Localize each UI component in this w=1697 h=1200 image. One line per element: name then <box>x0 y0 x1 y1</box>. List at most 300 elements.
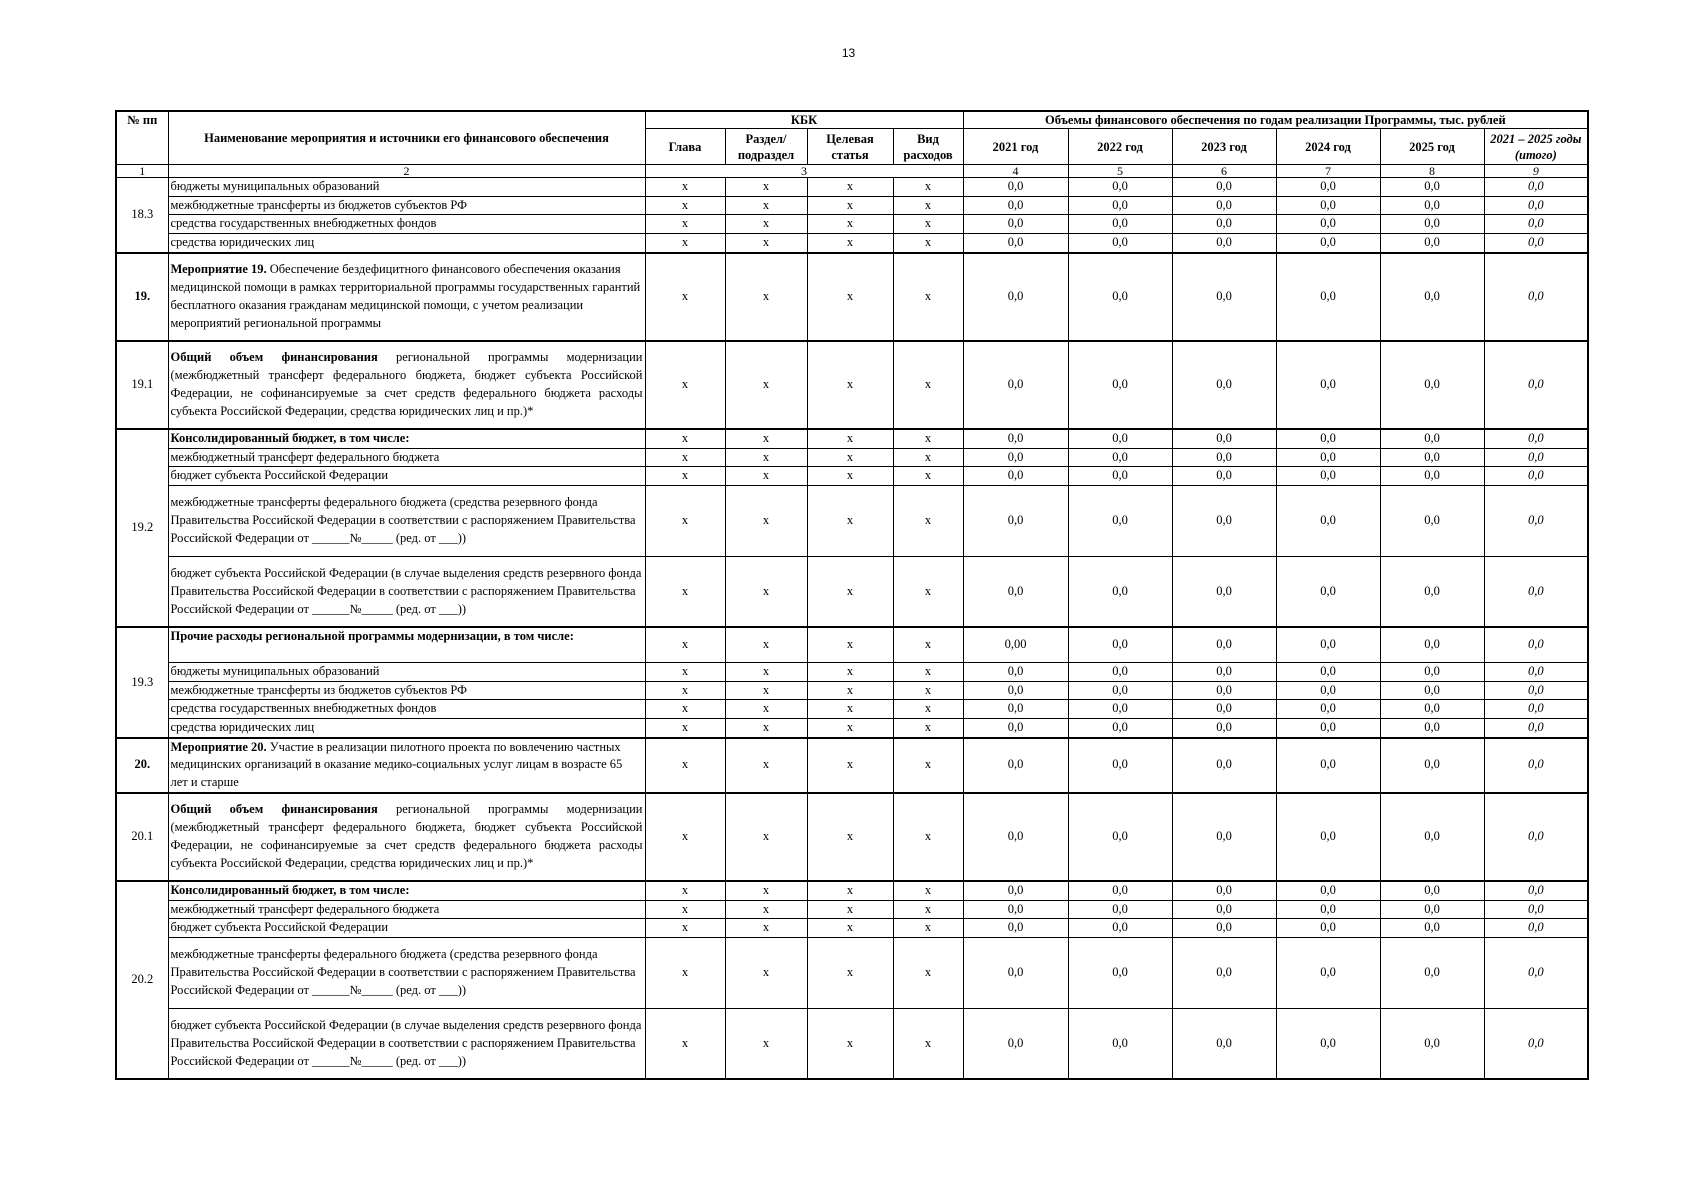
value-year-cell: 0,0 <box>963 215 1068 234</box>
value-year-cell: 0,0 <box>1172 662 1276 681</box>
value-total-cell: 0,0 <box>1484 178 1588 197</box>
table-row <box>116 627 1588 662</box>
header-year-2025: 2025 год <box>1380 129 1484 165</box>
kbk-cell: х <box>645 429 725 448</box>
kbk-cell: х <box>893 196 963 215</box>
value-year-cell: 0,0 <box>1172 793 1276 881</box>
col-number: 7 <box>1276 165 1380 178</box>
value-year-cell: 0,0 <box>963 719 1068 738</box>
kbk-cell: х <box>725 178 807 197</box>
value-year-cell: 0,0 <box>963 881 1068 900</box>
value-year-cell: 0,0 <box>1068 215 1172 234</box>
header-year-2024: 2024 год <box>1276 129 1380 165</box>
kbk-cell: х <box>645 234 725 253</box>
value-year-cell: 0,0 <box>1068 919 1172 938</box>
table-row <box>116 234 1588 253</box>
row-name: межбюджетный трансферт федерального бюджета <box>168 448 645 467</box>
value-year-cell: 0,0 <box>1276 900 1380 919</box>
row-name: бюджет субъекта Российской Федерации (в случае выделения средств резервного фонда Правительства Российской Федерации в соответствии с распоряжением Правительства Российской Федерации от ______№_____ (ред. от ___)) <box>168 1008 645 1079</box>
row-name: межбюджетные трансферты федерального бюджета (средства резервного фонда Правительства Российской Федерации в соответствии с распоряжением Правительства Российской Федерации от ______№_____ (ред. от ___)) <box>168 485 645 556</box>
kbk-cell: х <box>893 919 963 938</box>
value-year-cell: 0,0 <box>963 234 1068 253</box>
kbk-cell: х <box>893 485 963 556</box>
row-name: бюджеты муниципальных образований <box>168 662 645 681</box>
value-year-cell: 0,0 <box>1172 719 1276 738</box>
kbk-cell: х <box>893 448 963 467</box>
kbk-cell: х <box>645 700 725 719</box>
value-year-cell: 0,0 <box>1172 937 1276 1008</box>
col-number: 6 <box>1172 165 1276 178</box>
kbk-cell: х <box>645 485 725 556</box>
value-year-cell: 0,0 <box>1068 937 1172 1008</box>
kbk-cell: х <box>893 556 963 627</box>
kbk-cell: х <box>725 937 807 1008</box>
value-year-cell: 0,0 <box>963 738 1068 793</box>
value-year-cell: 0,0 <box>1380 919 1484 938</box>
kbk-cell: х <box>807 485 893 556</box>
kbk-cell: х <box>893 937 963 1008</box>
kbk-cell: х <box>807 215 893 234</box>
kbk-cell: х <box>893 662 963 681</box>
table-row <box>116 341 1588 429</box>
kbk-cell: х <box>893 900 963 919</box>
value-year-cell: 0,0 <box>1276 937 1380 1008</box>
value-year-cell: 0,0 <box>1276 429 1380 448</box>
kbk-cell: х <box>725 738 807 793</box>
row-name: средства юридических лиц <box>168 719 645 738</box>
value-total-cell: 0,0 <box>1484 196 1588 215</box>
value-year-cell: 0,0 <box>1380 234 1484 253</box>
value-year-cell: 0,0 <box>963 1008 1068 1079</box>
value-year-cell: 0,0 <box>963 556 1068 627</box>
row-name: средства государственных внебюджетных фондов <box>168 700 645 719</box>
kbk-cell: х <box>807 627 893 662</box>
kbk-cell: х <box>807 234 893 253</box>
table-row <box>116 448 1588 467</box>
value-year-cell: 0,0 <box>1380 341 1484 429</box>
kbk-cell: х <box>645 196 725 215</box>
value-year-cell: 0,0 <box>963 662 1068 681</box>
value-year-cell: 0,0 <box>963 700 1068 719</box>
col-number: 5 <box>1068 165 1172 178</box>
row-name: бюджеты муниципальных образований <box>168 178 645 197</box>
value-year-cell: 0,0 <box>1068 738 1172 793</box>
value-year-cell: 0,0 <box>1068 485 1172 556</box>
value-year-cell: 0,0 <box>1380 719 1484 738</box>
kbk-cell: х <box>893 467 963 486</box>
value-year-cell: 0,0 <box>1276 719 1380 738</box>
kbk-cell: х <box>725 793 807 881</box>
table-row <box>116 719 1588 738</box>
value-year-cell: 0,0 <box>1276 178 1380 197</box>
value-total-cell: 0,0 <box>1484 700 1588 719</box>
value-year-cell: 0,0 <box>1068 881 1172 900</box>
row-name: Консолидированный бюджет, в том числе: <box>168 429 645 448</box>
header-name: Наименование мероприятия и источники его финансового обеспечения <box>168 111 645 165</box>
kbk-cell: х <box>725 341 807 429</box>
value-year-cell: 0,0 <box>1276 234 1380 253</box>
table-row <box>116 1008 1588 1079</box>
kbk-cell: х <box>645 738 725 793</box>
value-year-cell: 0,0 <box>1380 485 1484 556</box>
value-year-cell: 0,0 <box>1380 467 1484 486</box>
col-number: 3 <box>645 165 963 178</box>
value-year-cell: 0,0 <box>1380 900 1484 919</box>
value-year-cell: 0,0 <box>1068 196 1172 215</box>
kbk-cell: х <box>807 738 893 793</box>
kbk-cell: х <box>645 341 725 429</box>
kbk-cell: х <box>725 719 807 738</box>
row-number: 19.2 <box>116 429 168 628</box>
table-row <box>116 900 1588 919</box>
kbk-cell: х <box>725 681 807 700</box>
header-row-1 <box>116 111 1588 129</box>
value-year-cell: 0,0 <box>1172 448 1276 467</box>
kbk-cell: х <box>893 627 963 662</box>
value-year-cell: 0,0 <box>1276 919 1380 938</box>
value-total-cell: 0,0 <box>1484 662 1588 681</box>
kbk-cell: х <box>645 448 725 467</box>
value-year-cell: 0,0 <box>1380 662 1484 681</box>
kbk-cell: х <box>645 556 725 627</box>
kbk-cell: х <box>725 429 807 448</box>
header-volumes: Объемы финансового обеспечения по годам реализации Программы, тыс. рублей <box>963 111 1588 129</box>
value-year-cell: 0,0 <box>1172 681 1276 700</box>
page-number: 13 <box>841 46 856 60</box>
row-name: бюджет субъекта Российской Федерации <box>168 919 645 938</box>
col-number: 9 <box>1484 165 1588 178</box>
value-year-cell: 0,0 <box>1068 253 1172 341</box>
kbk-cell: х <box>807 937 893 1008</box>
value-year-cell: 0,0 <box>1068 662 1172 681</box>
kbk-cell: х <box>807 556 893 627</box>
value-year-cell: 0,0 <box>963 429 1068 448</box>
value-year-cell: 0,0 <box>1380 738 1484 793</box>
kbk-cell: х <box>645 937 725 1008</box>
value-year-cell: 0,0 <box>963 253 1068 341</box>
header-year-2022: 2022 год <box>1068 129 1172 165</box>
value-year-cell: 0,0 <box>1380 700 1484 719</box>
value-total-cell: 0,0 <box>1484 627 1588 662</box>
value-year-cell: 0,0 <box>1276 662 1380 681</box>
value-year-cell: 0,0 <box>1172 556 1276 627</box>
value-year-cell: 0,0 <box>1068 178 1172 197</box>
kbk-cell: х <box>725 700 807 719</box>
value-total-cell: 0,0 <box>1484 341 1588 429</box>
value-total-cell: 0,0 <box>1484 681 1588 700</box>
kbk-cell: х <box>645 253 725 341</box>
kbk-cell: х <box>645 662 725 681</box>
value-total-cell: 0,0 <box>1484 793 1588 881</box>
kbk-cell: х <box>725 215 807 234</box>
header-year-2023: 2023 год <box>1172 129 1276 165</box>
kbk-cell: х <box>893 429 963 448</box>
row-name: межбюджетные трансферты из бюджетов субъектов РФ <box>168 681 645 700</box>
kbk-cell: х <box>807 793 893 881</box>
value-year-cell: 0,00 <box>963 627 1068 662</box>
kbk-cell: х <box>645 681 725 700</box>
table-row <box>116 919 1588 938</box>
value-year-cell: 0,0 <box>1380 429 1484 448</box>
value-year-cell: 0,0 <box>1172 1008 1276 1079</box>
value-total-cell: 0,0 <box>1484 448 1588 467</box>
kbk-cell: х <box>893 253 963 341</box>
row-number: 18.3 <box>116 178 168 253</box>
value-total-cell: 0,0 <box>1484 881 1588 900</box>
value-total-cell: 0,0 <box>1484 485 1588 556</box>
row-number: 19.3 <box>116 627 168 737</box>
value-total-cell: 0,0 <box>1484 719 1588 738</box>
value-year-cell: 0,0 <box>1380 937 1484 1008</box>
value-total-cell: 0,0 <box>1484 1008 1588 1079</box>
kbk-cell: х <box>725 881 807 900</box>
value-year-cell: 0,0 <box>1380 448 1484 467</box>
column-numbers-row <box>116 165 1588 178</box>
kbk-cell: х <box>725 919 807 938</box>
kbk-cell: х <box>893 738 963 793</box>
value-year-cell: 0,0 <box>1380 556 1484 627</box>
kbk-cell: х <box>807 881 893 900</box>
header-kbk: КБК <box>645 111 963 129</box>
value-year-cell: 0,0 <box>1276 467 1380 486</box>
value-year-cell: 0,0 <box>1068 681 1172 700</box>
value-year-cell: 0,0 <box>1276 253 1380 341</box>
value-total-cell: 0,0 <box>1484 738 1588 793</box>
kbk-cell: х <box>645 215 725 234</box>
row-name: Мероприятие 20. Участие в реализации пилотного проекта по вовлечению частных медицинских организаций в оказание медико-социальных услуг лицам в возрасте 65 лет и старше <box>168 738 645 793</box>
kbk-cell: х <box>725 1008 807 1079</box>
row-number: 20.2 <box>116 881 168 1080</box>
kbk-cell: х <box>807 1008 893 1079</box>
kbk-cell: х <box>807 900 893 919</box>
kbk-cell: х <box>725 556 807 627</box>
value-year-cell: 0,0 <box>1068 467 1172 486</box>
value-year-cell: 0,0 <box>963 341 1068 429</box>
value-total-cell: 0,0 <box>1484 429 1588 448</box>
value-year-cell: 0,0 <box>1172 627 1276 662</box>
table-row <box>116 429 1588 448</box>
kbk-cell: х <box>893 178 963 197</box>
kbk-cell: х <box>893 881 963 900</box>
value-year-cell: 0,0 <box>1380 881 1484 900</box>
financing-table <box>115 110 1589 1080</box>
row-name: Мероприятие 19. Обеспечение бездефицитного финансового обеспечения оказания медицинской помощи в рамках территориальной программы государственных гарантий бесплатного оказания гражданам медицинской помощи, с учетом реализации мероприятий региональной программы <box>168 253 645 341</box>
header-kbk-glava: Глава <box>645 129 725 165</box>
kbk-cell: х <box>645 919 725 938</box>
value-year-cell: 0,0 <box>1380 1008 1484 1079</box>
header-kbk-statya: Целевая статья <box>807 129 893 165</box>
row-name: средства государственных внебюджетных фондов <box>168 215 645 234</box>
kbk-cell: х <box>725 467 807 486</box>
value-total-cell: 0,0 <box>1484 234 1588 253</box>
row-name: Общий объем финансирования региональной программы модернизации (межбюджетный трансферт федерального бюджета, бюджет субъекта Российской Федерации, не софинансируемые за счет средств федерального бюджета расходы субъекта Российской Федерации, средства юридических лиц и пр.)* <box>168 341 645 429</box>
value-year-cell: 0,0 <box>1172 467 1276 486</box>
table-row <box>116 793 1588 881</box>
table-row <box>116 467 1588 486</box>
row-number: 19.1 <box>116 341 168 429</box>
value-year-cell: 0,0 <box>963 196 1068 215</box>
value-total-cell: 0,0 <box>1484 215 1588 234</box>
value-year-cell: 0,0 <box>963 937 1068 1008</box>
row-number: 20.1 <box>116 793 168 881</box>
col-number: 2 <box>168 165 645 178</box>
value-year-cell: 0,0 <box>1068 719 1172 738</box>
header-kbk-vid: Вид расходов <box>893 129 963 165</box>
value-total-cell: 0,0 <box>1484 556 1588 627</box>
value-total-cell: 0,0 <box>1484 900 1588 919</box>
kbk-cell: х <box>725 234 807 253</box>
value-year-cell: 0,0 <box>1172 215 1276 234</box>
value-year-cell: 0,0 <box>1172 429 1276 448</box>
value-year-cell: 0,0 <box>963 467 1068 486</box>
row-name: межбюджетные трансферты из бюджетов субъектов РФ <box>168 196 645 215</box>
header-num: № пп <box>116 111 168 165</box>
value-year-cell: 0,0 <box>1380 681 1484 700</box>
value-year-cell: 0,0 <box>963 900 1068 919</box>
row-name: межбюджетные трансферты федерального бюджета (средства резервного фонда Правительства Российской Федерации в соответствии с распоряжением Правительства Российской Федерации от ______№_____ (ред. от ___)) <box>168 937 645 1008</box>
kbk-cell: х <box>725 627 807 662</box>
table-row <box>116 937 1588 1008</box>
row-name: Прочие расходы региональной программы модернизации, в том числе: <box>168 627 645 662</box>
value-year-cell: 0,0 <box>1068 793 1172 881</box>
kbk-cell: х <box>645 793 725 881</box>
kbk-cell: х <box>807 719 893 738</box>
row-name: Общий объем финансирования региональной программы модернизации (межбюджетный трансферт федерального бюджета, бюджет субъекта Российской Федерации, не софинансируемые за счет средств федерального бюджета расходы субъекта Российской Федерации, средства юридических лиц и пр.)* <box>168 793 645 881</box>
row-name: Консолидированный бюджет, в том числе: <box>168 881 645 900</box>
kbk-cell: х <box>807 681 893 700</box>
row-name: межбюджетный трансферт федерального бюджета <box>168 900 645 919</box>
header-year-2021: 2021 год <box>963 129 1068 165</box>
value-year-cell: 0,0 <box>1380 178 1484 197</box>
kbk-cell: х <box>645 467 725 486</box>
value-year-cell: 0,0 <box>1068 1008 1172 1079</box>
value-year-cell: 0,0 <box>1380 793 1484 881</box>
kbk-cell: х <box>725 900 807 919</box>
col-number: 1 <box>116 165 168 178</box>
value-year-cell: 0,0 <box>1276 341 1380 429</box>
header-kbk-razdel: Раздел/ подраздел <box>725 129 807 165</box>
value-year-cell: 0,0 <box>1380 253 1484 341</box>
value-year-cell: 0,0 <box>963 485 1068 556</box>
table-row <box>116 215 1588 234</box>
kbk-cell: х <box>807 448 893 467</box>
value-year-cell: 0,0 <box>1276 881 1380 900</box>
value-year-cell: 0,0 <box>1276 681 1380 700</box>
col-number: 8 <box>1380 165 1484 178</box>
value-year-cell: 0,0 <box>963 448 1068 467</box>
kbk-cell: х <box>725 485 807 556</box>
value-year-cell: 0,0 <box>1276 793 1380 881</box>
value-year-cell: 0,0 <box>963 793 1068 881</box>
table-row <box>116 485 1588 556</box>
value-year-cell: 0,0 <box>1276 627 1380 662</box>
kbk-cell: х <box>807 196 893 215</box>
value-year-cell: 0,0 <box>1068 627 1172 662</box>
table-row <box>116 881 1588 900</box>
kbk-cell: х <box>893 341 963 429</box>
kbk-cell: х <box>807 662 893 681</box>
value-year-cell: 0,0 <box>1172 738 1276 793</box>
kbk-cell: х <box>645 719 725 738</box>
value-year-cell: 0,0 <box>1172 900 1276 919</box>
row-name: бюджет субъекта Российской Федерации <box>168 467 645 486</box>
value-year-cell: 0,0 <box>1068 700 1172 719</box>
kbk-cell: х <box>893 215 963 234</box>
kbk-cell: х <box>645 178 725 197</box>
value-year-cell: 0,0 <box>963 681 1068 700</box>
kbk-cell: х <box>893 793 963 881</box>
kbk-cell: х <box>645 881 725 900</box>
kbk-cell: х <box>725 196 807 215</box>
value-total-cell: 0,0 <box>1484 937 1588 1008</box>
table-row <box>116 681 1588 700</box>
table-row <box>116 196 1588 215</box>
kbk-cell: х <box>807 341 893 429</box>
value-total-cell: 0,0 <box>1484 467 1588 486</box>
value-year-cell: 0,0 <box>1172 178 1276 197</box>
value-year-cell: 0,0 <box>1068 556 1172 627</box>
value-year-cell: 0,0 <box>1380 215 1484 234</box>
kbk-cell: х <box>725 448 807 467</box>
value-year-cell: 0,0 <box>1172 341 1276 429</box>
col-number: 4 <box>963 165 1068 178</box>
value-year-cell: 0,0 <box>1068 429 1172 448</box>
value-year-cell: 0,0 <box>1276 700 1380 719</box>
table-row <box>116 556 1588 627</box>
kbk-cell: х <box>893 700 963 719</box>
value-year-cell: 0,0 <box>1172 234 1276 253</box>
value-year-cell: 0,0 <box>1276 196 1380 215</box>
kbk-cell: х <box>645 1008 725 1079</box>
table-row <box>116 178 1588 197</box>
kbk-cell: х <box>893 234 963 253</box>
table-row <box>116 700 1588 719</box>
value-year-cell: 0,0 <box>1172 485 1276 556</box>
row-name: средства юридических лиц <box>168 234 645 253</box>
value-total-cell: 0,0 <box>1484 919 1588 938</box>
value-year-cell: 0,0 <box>1068 234 1172 253</box>
value-year-cell: 0,0 <box>1172 919 1276 938</box>
value-year-cell: 0,0 <box>1276 485 1380 556</box>
kbk-cell: х <box>725 253 807 341</box>
kbk-cell: х <box>807 178 893 197</box>
table-row <box>116 738 1588 793</box>
kbk-cell: х <box>893 1008 963 1079</box>
kbk-cell: х <box>807 467 893 486</box>
kbk-cell: х <box>725 662 807 681</box>
value-year-cell: 0,0 <box>963 178 1068 197</box>
kbk-cell: х <box>807 253 893 341</box>
value-year-cell: 0,0 <box>963 919 1068 938</box>
row-number: 19. <box>116 253 168 341</box>
value-year-cell: 0,0 <box>1172 700 1276 719</box>
kbk-cell: х <box>807 700 893 719</box>
header-total: 2021 – 2025 годы (итого) <box>1484 129 1588 165</box>
row-number: 20. <box>116 738 168 793</box>
table-row <box>116 662 1588 681</box>
value-year-cell: 0,0 <box>1172 253 1276 341</box>
kbk-cell: х <box>645 627 725 662</box>
value-total-cell: 0,0 <box>1484 253 1588 341</box>
kbk-cell: х <box>645 900 725 919</box>
value-year-cell: 0,0 <box>1380 627 1484 662</box>
value-year-cell: 0,0 <box>1068 341 1172 429</box>
value-year-cell: 0,0 <box>1172 881 1276 900</box>
kbk-cell: х <box>807 429 893 448</box>
value-year-cell: 0,0 <box>1276 1008 1380 1079</box>
value-year-cell: 0,0 <box>1172 196 1276 215</box>
table-row <box>116 253 1588 341</box>
